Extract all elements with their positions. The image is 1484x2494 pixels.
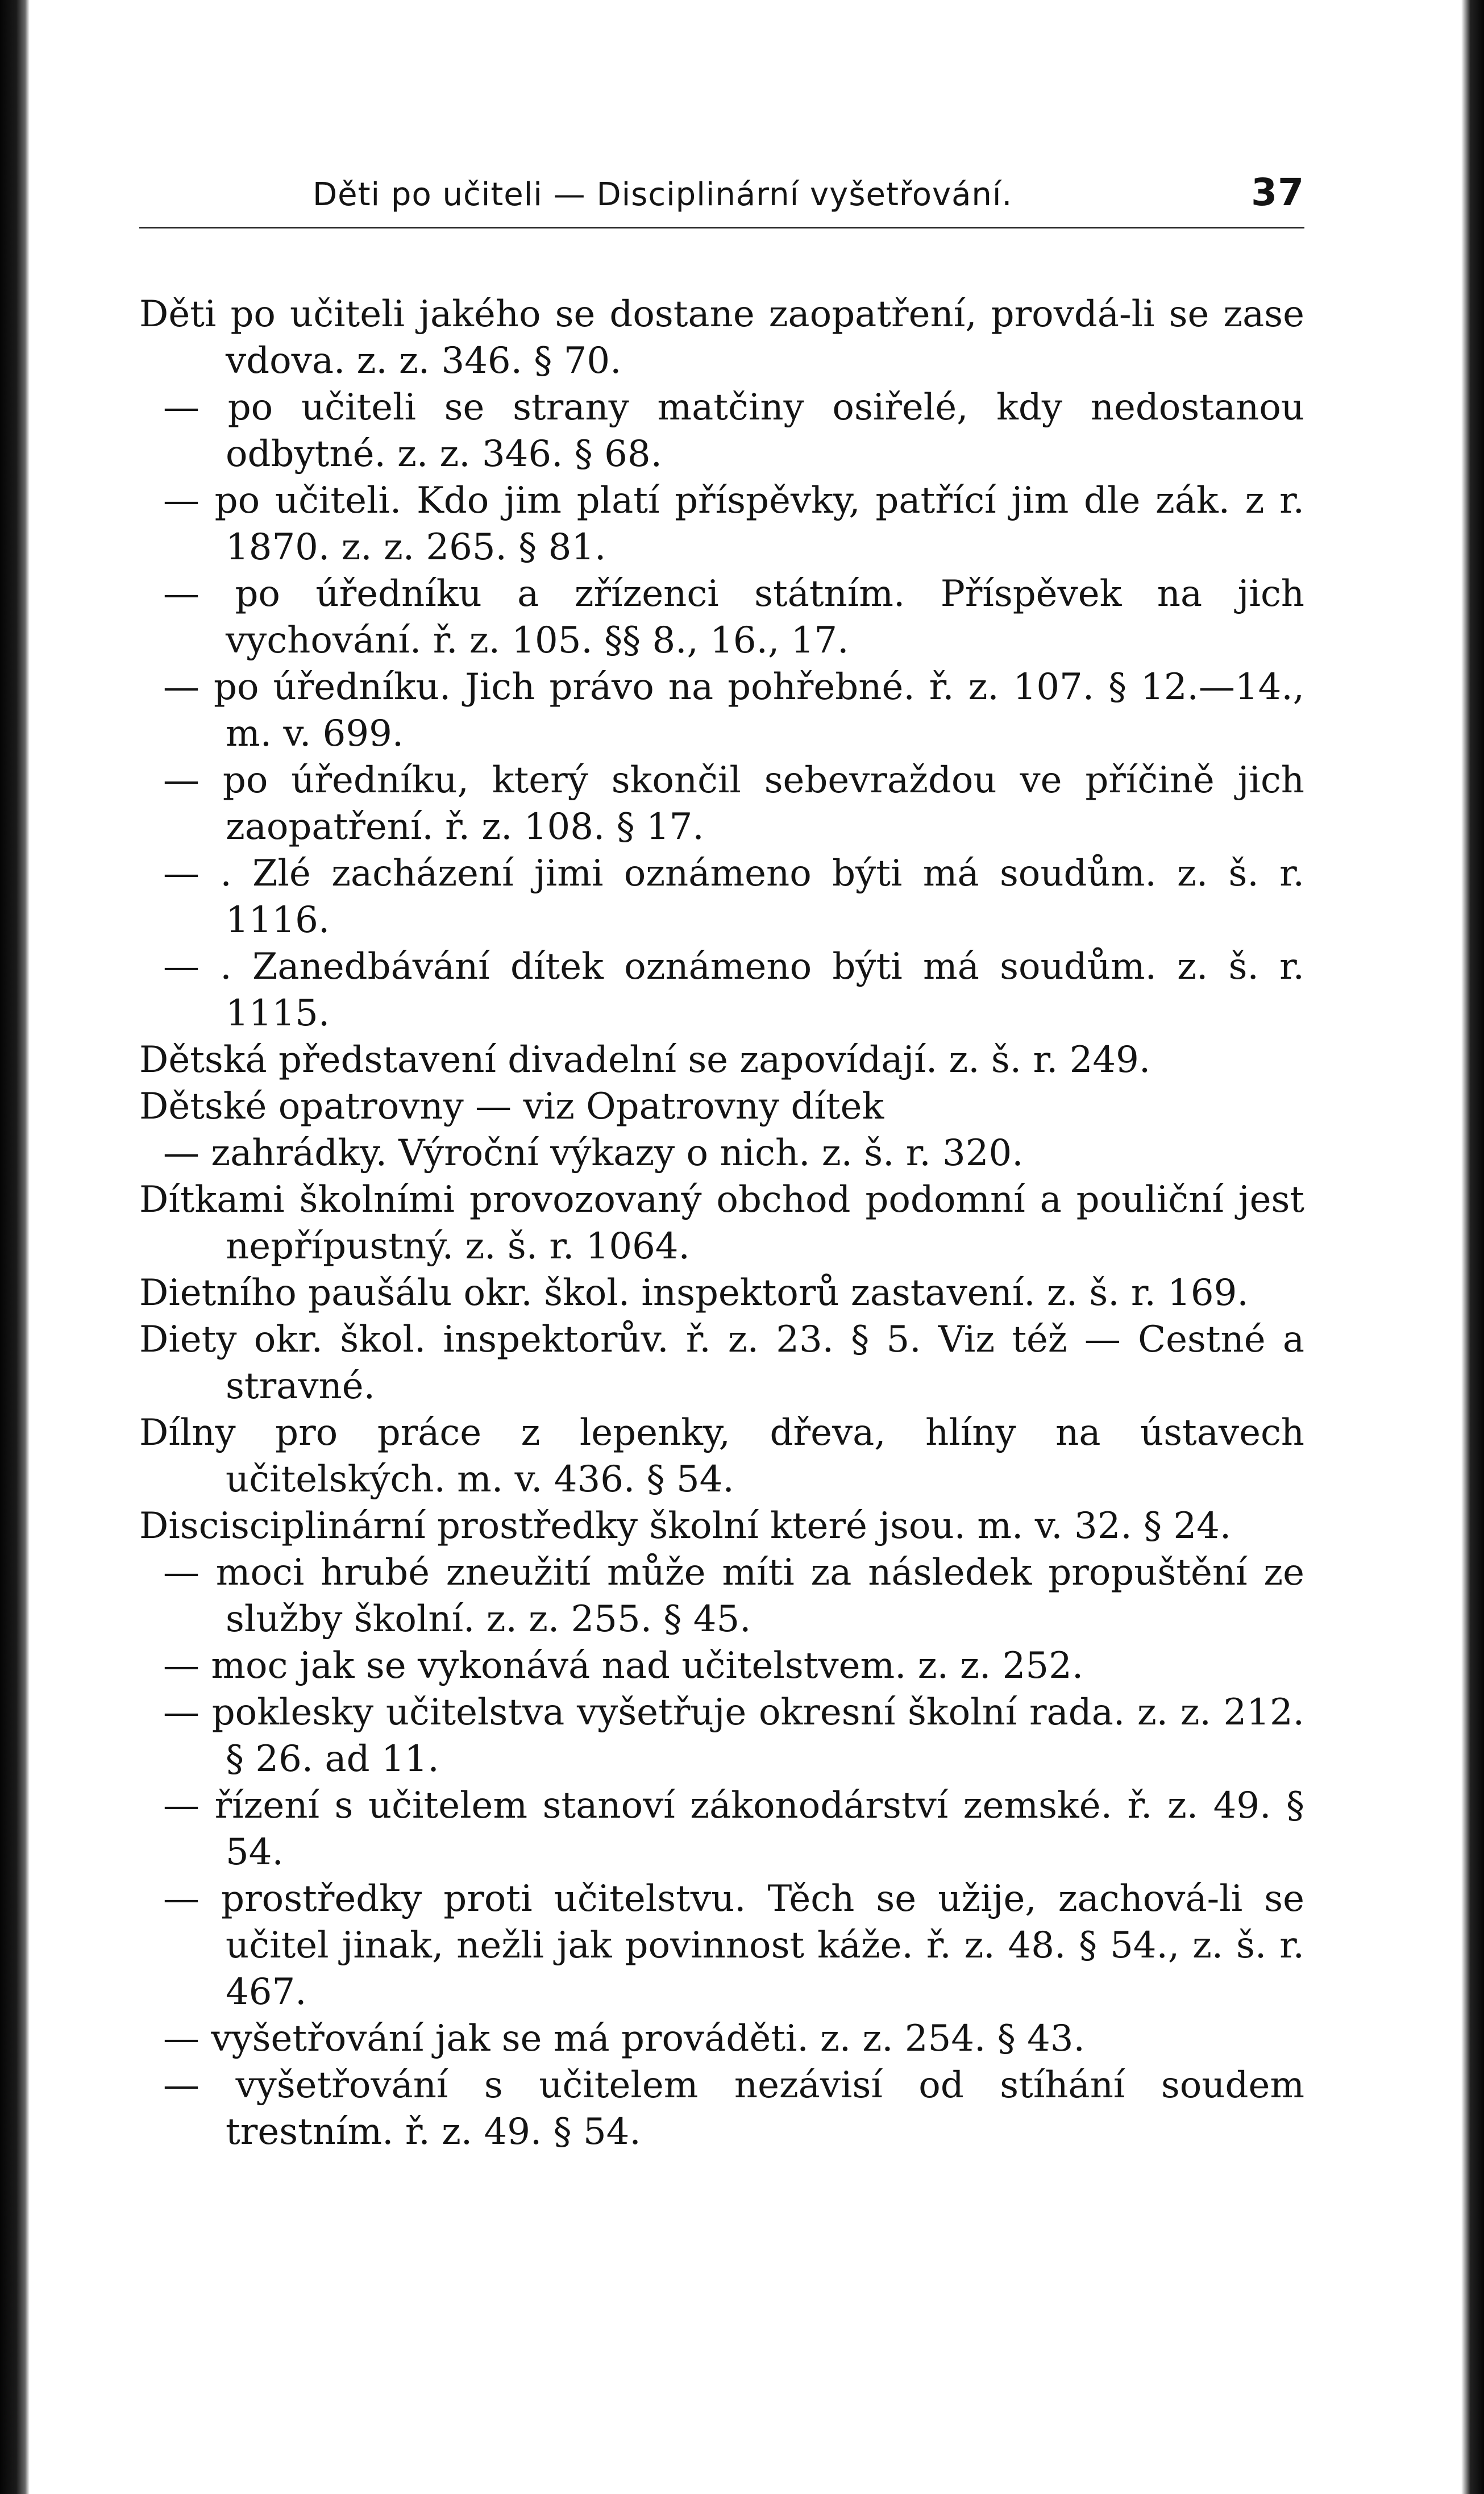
index-subentry: — po učiteli se strany matčiny osiřelé, kdy nedostanou odbytné. z. z. 346. § 68. — [163, 386, 1304, 475]
index-entries — [139, 291, 1304, 2155]
index-subentry: — poklesky učitelstva vyšetřuje okresní školní rada. z. z. 212. § 26. ad 11. — [163, 1691, 1304, 1780]
index-subentry: — . Zlé zacházení jimi oznámeno býti má soudům. z. š. r. 1116. — [163, 853, 1304, 941]
index-subentry: — zahrádky. Výroční výkazy o nich. z. š. r. 320. — [163, 1132, 1024, 1174]
index-subentry: — vyšetřování jak se má prováděti. z. z. 254. § 43. — [163, 2018, 1085, 2060]
index-subentry: — . Zanedbávání dítek oznámeno býti má soudům. z. š. r. 1115. — [163, 946, 1304, 1034]
index-entry: Dětské opatrovny — viz Opatrovny dítek — [139, 1086, 884, 1128]
index-entry: Discisciplinární prostředky školní které jsou. m. v. 32. § 24. — [139, 1505, 1232, 1547]
index-entry: Dílny pro práce z lepenky, dřeva, hlíny na ústavech učitelských. m. v. 436. § 54. — [139, 1412, 1304, 1500]
index-subentry: — moc jak se vykonává nad učitelstvem. z. z. 252. — [163, 1645, 1084, 1687]
index-subentry: — moci hrubé zneužití může míti za následek propuštění ze služby školní. z. z. 255. § 45. — [163, 1552, 1304, 1640]
scan-right-edge — [1461, 0, 1484, 2494]
index-subentry: — po úředníku. Jich právo na pohřebné. ř. z. 107. § 12.—14., m. v. 699. — [163, 666, 1304, 755]
page-header — [139, 171, 1304, 228]
index-entry: Dětská představení divadelní se zapovídají. z. š. r. 249. — [139, 1039, 1151, 1081]
index-subentry: — po úředníku, který skončil sebevraždou ve příčině jich zaopatření. ř. z. 108. § 17. — [163, 759, 1304, 848]
page-number: 37 — [1251, 171, 1304, 214]
index-subentry: — po úředníku a zřízenci státním. Příspěvek na jich vychování. ř. z. 105. §§ 8., 16., 17. — [163, 573, 1304, 662]
running-title: Děti po učiteli — Disciplinární vyšetřování. — [313, 176, 1013, 213]
index-entry: Dítkami školními provozovaný obchod podomní a pouliční jest nepřípustný. z. š. r. 1064. — [139, 1179, 1304, 1267]
index-entry: Dietního paušálu okr. škol. inspektorů zastavení. z. š. r. 169. — [139, 1272, 1249, 1314]
index-subentry: — po učiteli. Kdo jim platí příspěvky, patřící jim dle zák. z r. 1870. z. z. 265. § 81. — [163, 480, 1304, 568]
book-page — [139, 171, 1304, 2155]
index-subentry: — řízení s učitelem stanoví zákonodárství zemské. ř. z. 49. § 54. — [163, 1785, 1304, 1873]
index-entry: Diety okr. škol. inspektorův. ř. z. 23. § 5. Viz též — Cestné a stravné. — [139, 1319, 1304, 1407]
index-subentry: — vyšetřování s učitelem nezávisí od stíhání soudem trestním. ř. z. 49. § 54. — [163, 2064, 1304, 2153]
scan-left-edge — [0, 0, 30, 2494]
index-subentry: — prostředky proti učitelstvu. Těch se užije, zachová-li se učitel jinak, nežli jak povinnost káže. ř. z. 48. § 54., z. š. r. 467. — [163, 1878, 1304, 2013]
index-entry: Děti po učiteli jakého se dostane zaopatření, provdá-li se zase vdova. z. z. 346. § 70. — [139, 293, 1304, 382]
